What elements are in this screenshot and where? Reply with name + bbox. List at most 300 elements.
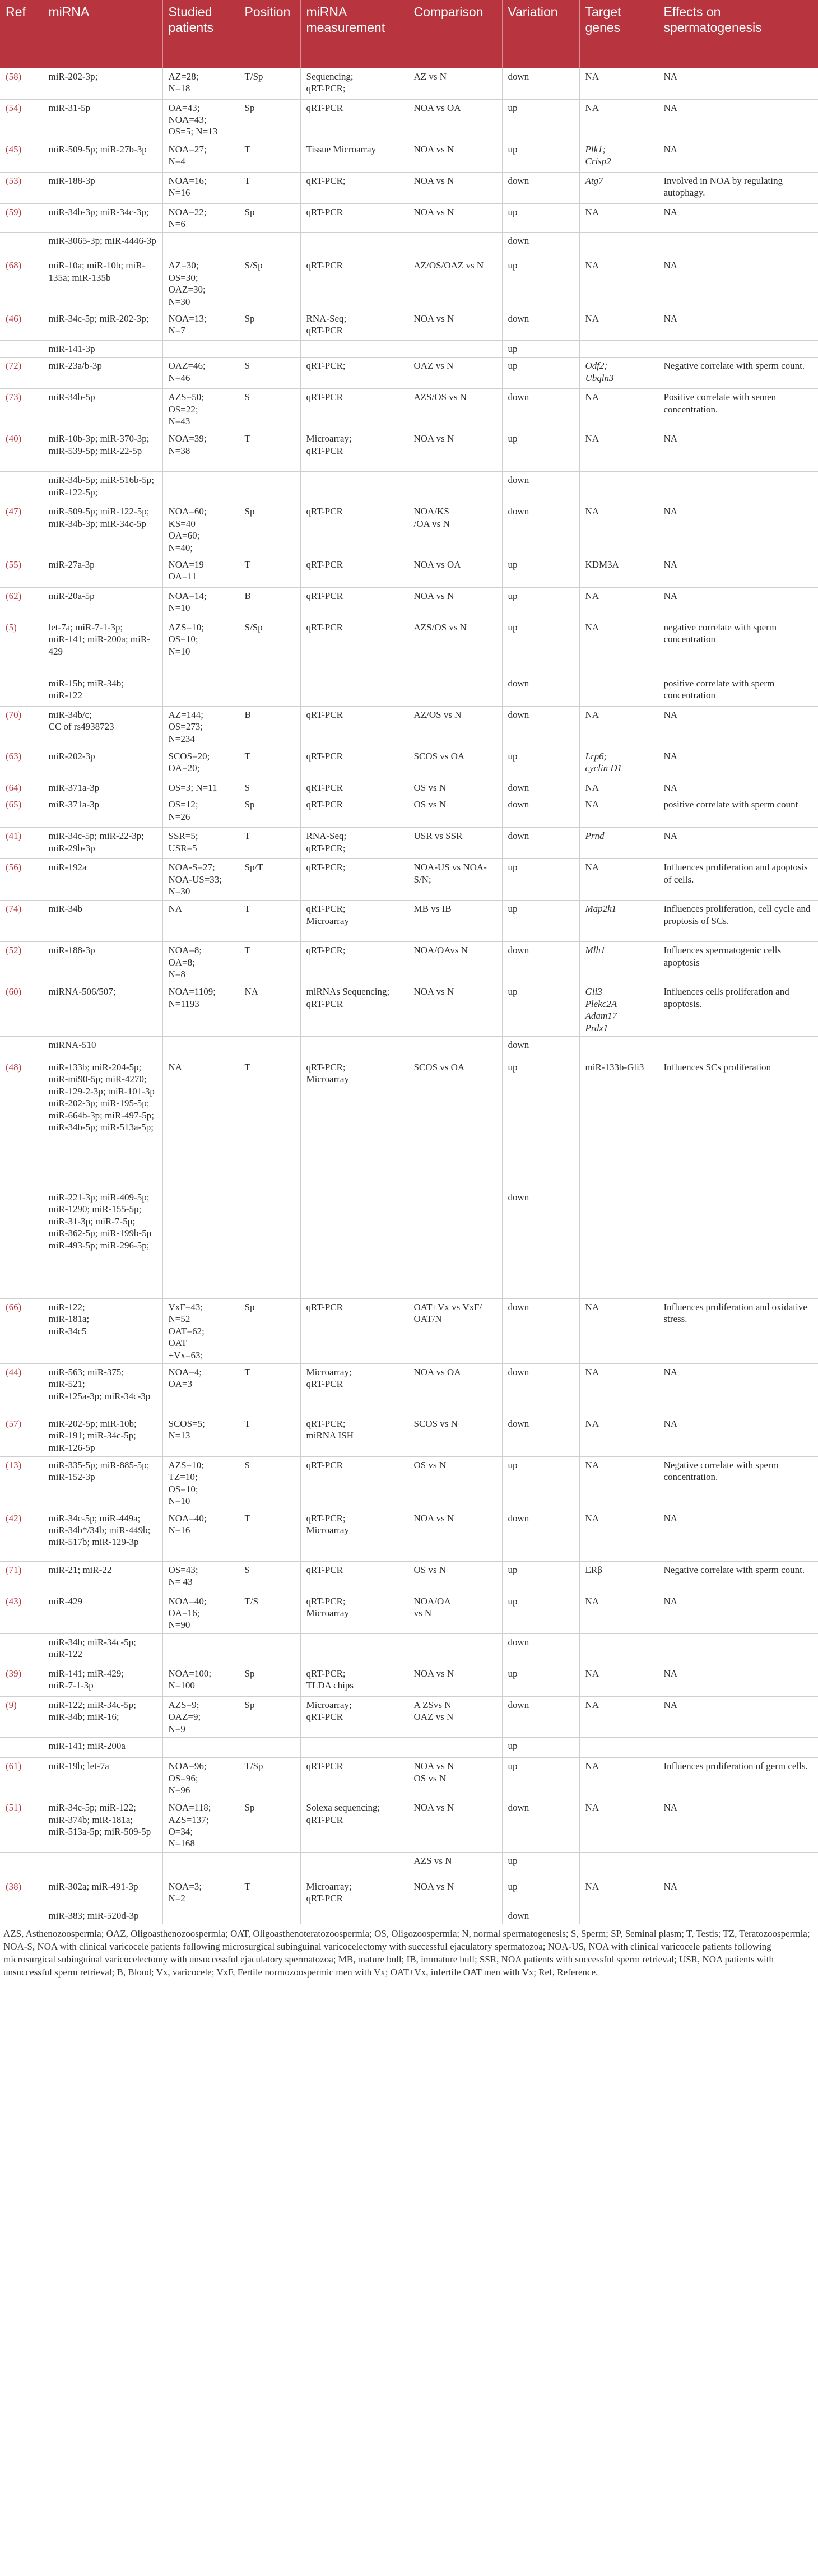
cell-mirna — [43, 619, 162, 675]
cell-targets-text: NA — [585, 1512, 599, 1524]
cell-variation-text: down — [508, 1039, 529, 1050]
cell-position — [239, 1189, 300, 1299]
cell-targets — [579, 1799, 658, 1853]
cell-ref-text: (56) — [6, 862, 22, 873]
cell-patients — [162, 1907, 239, 1924]
cell-position — [239, 203, 300, 233]
cell-patients — [162, 1878, 239, 1907]
cell-variation — [502, 141, 579, 172]
cell-patients — [162, 983, 239, 1037]
cell-measurement-text: qRT-PCR — [306, 782, 343, 793]
table-row — [0, 1059, 818, 1189]
cell-ref — [0, 1593, 43, 1633]
cell-ref-text: (39) — [6, 1668, 22, 1679]
cell-measurement — [300, 587, 408, 619]
cell-ref-text: (59) — [6, 206, 22, 217]
cell-variation — [502, 1189, 579, 1299]
cell-measurement-text: RNA-Seq; qRT-PCR — [306, 313, 347, 336]
cell-measurement — [300, 1907, 408, 1924]
cell-ref — [0, 257, 43, 310]
cell-mirna-text: miRNA-510 — [48, 1039, 96, 1050]
table-row — [0, 983, 818, 1037]
cell-targets-text: NA — [585, 1367, 599, 1378]
cell-comparison — [408, 1593, 502, 1633]
cell-effects-text: NA — [663, 260, 678, 271]
cell-targets-text: KDM3A — [585, 559, 619, 570]
cell-measurement — [300, 1633, 408, 1665]
cell-measurement — [300, 257, 408, 310]
cell-effects — [658, 1510, 818, 1561]
cell-measurement — [300, 1364, 408, 1415]
cell-variation — [502, 1852, 579, 1878]
cell-variation — [502, 828, 579, 859]
cell-comparison-text: NOA vs N — [413, 143, 454, 155]
cell-mirna — [43, 68, 162, 99]
cell-variation-text: up — [508, 343, 518, 354]
cell-variation-text: down — [508, 1302, 529, 1312]
cell-ref — [0, 1633, 43, 1665]
cell-patients — [162, 1037, 239, 1059]
cell-comparison — [408, 472, 502, 503]
cell-targets — [579, 1758, 658, 1799]
cell-measurement-text: qRT-PCR — [306, 206, 343, 217]
cell-effects — [658, 619, 818, 675]
cell-position-text: NA — [244, 986, 259, 997]
cell-position — [239, 1738, 300, 1758]
cell-patients — [162, 340, 239, 357]
cell-patients — [162, 556, 239, 587]
cell-variation-text: up — [508, 1881, 518, 1892]
cell-variation — [502, 172, 579, 203]
cell-mirna-text: miR-202-5p; miR-10b; miR-191; miR-34c-5p; miR-126-5p — [48, 1418, 137, 1453]
cell-mirna — [43, 1799, 162, 1853]
cell-variation — [502, 1299, 579, 1364]
cell-effects — [658, 1878, 818, 1907]
cell-measurement — [300, 1593, 408, 1633]
cell-targets — [579, 1037, 658, 1059]
cell-ref-text: (68) — [6, 260, 22, 271]
cell-mirna — [43, 675, 162, 706]
cell-targets — [579, 1593, 658, 1633]
header-patients: Studied patients — [162, 0, 239, 68]
cell-measurement-text: qRT-PCR; Microarray — [306, 1512, 349, 1536]
cell-ref-text: (62) — [6, 590, 22, 601]
cell-mirna-text: miR-31-5p — [48, 102, 91, 113]
cell-ref-text: (70) — [6, 709, 22, 720]
cell-patients — [162, 1415, 239, 1457]
cell-variation-text: down — [508, 506, 529, 517]
cell-comparison-text: NOA vs N — [413, 1668, 454, 1679]
cell-position — [239, 1364, 300, 1415]
cell-patients — [162, 1665, 239, 1696]
cell-ref — [0, 340, 43, 357]
cell-patients-text: AZ=144; OS=273; N=234 — [168, 709, 203, 744]
cell-measurement — [300, 1696, 408, 1737]
header-mirna: miRNA — [43, 0, 162, 68]
cell-variation-text: up — [508, 750, 518, 762]
cell-mirna — [43, 1457, 162, 1510]
cell-effects-text: NA — [663, 506, 678, 517]
cell-ref-text: (66) — [6, 1302, 22, 1312]
cell-ref — [0, 99, 43, 141]
cell-measurement-text: qRT-PCR — [306, 260, 343, 271]
cell-variation — [502, 1364, 579, 1415]
cell-effects-text: Influences proliferation and oxidative stress. — [663, 1302, 807, 1325]
cell-ref — [0, 310, 43, 340]
cell-measurement — [300, 1189, 408, 1299]
header-comparison: Comparison — [408, 0, 502, 68]
cell-position — [239, 340, 300, 357]
cell-patients-text: AZS=50; OS=22; N=43 — [168, 392, 204, 427]
table-row — [0, 556, 818, 587]
cell-patients-text: OA=43; NOA=43; OS=5; N=13 — [168, 102, 218, 137]
cell-ref — [0, 389, 43, 430]
cell-comparison-text: NOA vs N — [413, 1512, 454, 1524]
table-row — [0, 141, 818, 172]
cell-ref — [0, 556, 43, 587]
table-row — [0, 675, 818, 706]
cell-position-text: Sp — [244, 1699, 255, 1710]
cell-patients-text: AZ=30; OS=30; OAZ=30; N=30 — [168, 260, 206, 307]
cell-position — [239, 257, 300, 310]
cell-targets — [579, 1738, 658, 1758]
table-row — [0, 587, 818, 619]
cell-variation-text: up — [508, 1740, 518, 1752]
cell-mirna-text: miR-10b-3p; miR-370-3p; miR-539-5p; miR-22-5p — [48, 433, 150, 456]
cell-patients-text: NOA=39; N=38 — [168, 433, 207, 456]
cell-variation — [502, 1457, 579, 1510]
cell-effects — [658, 983, 818, 1037]
cell-effects — [658, 1457, 818, 1510]
cell-effects — [658, 1696, 818, 1737]
cell-mirna-text: miR-221-3p; miR-409-5p; miR-1290; miR-155-5p; miR-31-3p; miR-7-5p; miR-362-5p; miR-199b-5p miR-493-5p; miR-296-5p; — [48, 1192, 152, 1251]
cell-variation-text: down — [508, 1192, 529, 1203]
cell-comparison-text: SCOS vs N — [413, 1418, 458, 1429]
cell-position-text: T — [244, 1512, 250, 1524]
cell-ref — [0, 706, 43, 748]
cell-comparison-text: NOA vs N — [413, 206, 454, 217]
cell-mirna-text: miR-3065-3p; miR-4446-3p — [48, 235, 156, 247]
cell-ref — [0, 796, 43, 828]
cell-measurement — [300, 1037, 408, 1059]
cell-measurement — [300, 1561, 408, 1593]
table-row — [0, 706, 818, 748]
cell-targets-text: NA — [585, 206, 599, 217]
cell-mirna-text: miR-34c-5p; miR-22-3p; miR-29b-3p — [48, 830, 144, 853]
cell-effects — [658, 1415, 818, 1457]
cell-effects — [658, 389, 818, 430]
cell-comparison — [408, 779, 502, 796]
cell-mirna-text: miR-34c-5p; miR-449a; miR-34b*/34b; miR-449b; miR-517b; miR-129-3p — [48, 1512, 151, 1548]
cell-variation — [502, 1738, 579, 1758]
cell-mirna — [43, 1037, 162, 1059]
cell-patients — [162, 1457, 239, 1510]
cell-comparison — [408, 503, 502, 556]
cell-position — [239, 1415, 300, 1457]
cell-ref-text: (53) — [6, 175, 22, 186]
cell-mirna-text: miR-509-5p; miR-122-5p; miR-34b-3p; miR-34c-5p — [48, 506, 150, 529]
cell-variation — [502, 983, 579, 1037]
cell-variation — [502, 233, 579, 257]
cell-comparison — [408, 1799, 502, 1853]
cell-position — [239, 675, 300, 706]
cell-patients-text: VxF=43; N=52 OAT=62; OAT +Vx=63; — [168, 1302, 204, 1361]
cell-comparison-text: AZS vs N — [413, 1855, 452, 1866]
cell-position — [239, 1633, 300, 1665]
cell-effects-text: Influences proliferation, cell cycle and proptosis of SCs. — [663, 903, 811, 926]
cell-comparison-text: NOA vs OA — [413, 559, 461, 570]
cell-effects-text: Influences cells proliferation and apoptosis. — [663, 986, 789, 1009]
table-row — [0, 1633, 818, 1665]
cell-targets — [579, 233, 658, 257]
header-ref: Ref — [0, 0, 43, 68]
cell-ref — [0, 1299, 43, 1364]
cell-patients — [162, 1738, 239, 1758]
cell-measurement-text: qRT-PCR — [306, 590, 343, 601]
table-row — [0, 1878, 818, 1907]
cell-measurement — [300, 358, 408, 389]
cell-variation — [502, 472, 579, 503]
cell-effects-text: NA — [663, 559, 678, 570]
cell-effects — [658, 796, 818, 828]
cell-effects — [658, 828, 818, 859]
cell-variation-text: up — [508, 1564, 518, 1575]
cell-variation-text: up — [508, 986, 518, 997]
cell-comparison-text: OAZ vs N — [413, 360, 454, 372]
cell-ref-text: (54) — [6, 102, 22, 113]
cell-ref — [0, 983, 43, 1037]
cell-targets-text: NA — [585, 782, 599, 793]
cell-targets — [579, 1907, 658, 1924]
cell-patients-text: SCOS=5; N=13 — [168, 1418, 205, 1441]
cell-targets-text: Map2k1 — [585, 903, 617, 915]
cell-variation-text: up — [508, 1062, 518, 1073]
cell-comparison — [408, 430, 502, 472]
cell-targets — [579, 748, 658, 779]
cell-ref — [0, 203, 43, 233]
cell-mirna-text: miR-20a-5p — [48, 590, 95, 601]
cell-variation-text: down — [508, 1367, 529, 1378]
cell-mirna — [43, 748, 162, 779]
cell-targets-text: NA — [585, 590, 599, 601]
cell-position-text: T — [244, 175, 250, 186]
cell-comparison-text: MB vs IB — [413, 903, 452, 915]
cell-patients — [162, 796, 239, 828]
cell-position-text: S/Sp — [244, 621, 263, 633]
cell-position-text: T — [244, 1062, 250, 1073]
cell-ref-text: (63) — [6, 750, 22, 762]
cell-targets — [579, 828, 658, 859]
cell-comparison — [408, 1665, 502, 1696]
cell-patients-text: NOA=22; N=6 — [168, 206, 207, 229]
cell-ref-text: (9) — [6, 1699, 17, 1710]
cell-position — [239, 99, 300, 141]
cell-mirna — [43, 233, 162, 257]
cell-comparison — [408, 358, 502, 389]
cell-ref-text: (48) — [6, 1062, 22, 1073]
cell-ref-text: (44) — [6, 1367, 22, 1378]
cell-ref — [0, 1799, 43, 1853]
table-row — [0, 779, 818, 796]
cell-targets-text: ERβ — [585, 1564, 602, 1575]
cell-patients-text: NOA=27; N=4 — [168, 143, 207, 166]
cell-position-text: T — [244, 433, 250, 444]
cell-variation-text: down — [508, 782, 529, 793]
cell-position — [239, 430, 300, 472]
cell-patients-text: AZ=28; N=18 — [168, 71, 199, 94]
cell-effects — [658, 141, 818, 172]
cell-ref-text: (58) — [6, 71, 22, 82]
cell-comparison-text: NOA vs N — [413, 1881, 454, 1892]
cell-effects-text: Influences SCs proliferation — [663, 1062, 771, 1073]
cell-position — [239, 1059, 300, 1189]
cell-ref-text: (72) — [6, 360, 22, 372]
cell-patients-text: SSR=5; USR=5 — [168, 830, 198, 853]
cell-effects — [658, 779, 818, 796]
cell-comparison-text: NOA-US vs NOA-S/N; — [413, 862, 487, 885]
cell-variation-text: down — [508, 1802, 529, 1813]
header-targets: Target genes — [579, 0, 658, 68]
cell-measurement-text: qRT-PCR — [306, 1302, 343, 1312]
cell-effects-text: positive correlate with sperm count — [663, 799, 798, 810]
cell-variation-text: up — [508, 1855, 518, 1866]
cell-mirna — [43, 942, 162, 983]
cell-position-text: T — [244, 1881, 250, 1892]
cell-patients-text: NOA=4; OA=3 — [168, 1367, 202, 1390]
cell-position-text: T/Sp — [244, 71, 263, 82]
cell-effects — [658, 1665, 818, 1696]
cell-ref — [0, 1510, 43, 1561]
cell-position — [239, 1799, 300, 1853]
cell-patients — [162, 310, 239, 340]
cell-effects — [658, 99, 818, 141]
cell-ref-text: (64) — [6, 782, 22, 793]
cell-targets — [579, 1561, 658, 1593]
cell-targets-text: NA — [585, 862, 599, 873]
cell-measurement — [300, 706, 408, 748]
table-row — [0, 1037, 818, 1059]
cell-position — [239, 1593, 300, 1633]
cell-comparison — [408, 748, 502, 779]
cell-patients-text: NOA=40; N=16 — [168, 1512, 207, 1536]
cell-ref-text: (40) — [6, 433, 22, 444]
cell-position-text: B — [244, 709, 251, 720]
cell-position — [239, 748, 300, 779]
cell-comparison — [408, 1878, 502, 1907]
cell-mirna-text: miR-122; miR-34c-5p; miR-34b; miR-16; — [48, 1699, 136, 1723]
cell-measurement — [300, 1878, 408, 1907]
cell-ref-text: (57) — [6, 1418, 22, 1429]
cell-comparison-text: NOA vs N — [413, 986, 454, 997]
table-row — [0, 1561, 818, 1593]
cell-effects-text: Negative correlate with sperm count. — [663, 1564, 805, 1575]
cell-mirna — [43, 172, 162, 203]
cell-variation-text: up — [508, 360, 518, 372]
cell-variation — [502, 1415, 579, 1457]
cell-position-text: T — [244, 945, 250, 956]
cell-targets — [579, 172, 658, 203]
cell-comparison-text: OS vs N — [413, 1460, 447, 1471]
cell-mirna — [43, 503, 162, 556]
cell-patients — [162, 141, 239, 172]
table-row — [0, 1696, 818, 1737]
cell-variation — [502, 619, 579, 675]
cell-measurement — [300, 1059, 408, 1189]
cell-comparison — [408, 706, 502, 748]
cell-variation — [502, 203, 579, 233]
cell-effects — [658, 257, 818, 310]
cell-variation — [502, 1561, 579, 1593]
cell-position — [239, 1510, 300, 1561]
cell-patients — [162, 1633, 239, 1665]
cell-effects — [658, 1852, 818, 1878]
cell-patients — [162, 1364, 239, 1415]
cell-targets — [579, 1457, 658, 1510]
cell-measurement — [300, 796, 408, 828]
cell-variation — [502, 1633, 579, 1665]
cell-position-text: T — [244, 1418, 250, 1429]
cell-variation — [502, 901, 579, 942]
cell-effects-text: NA — [663, 782, 678, 793]
cell-mirna — [43, 1189, 162, 1299]
cell-comparison — [408, 141, 502, 172]
cell-ref-text: (5) — [6, 621, 17, 633]
cell-effects-text: NA — [663, 102, 678, 113]
cell-mirna — [43, 99, 162, 141]
cell-effects — [658, 203, 818, 233]
cell-variation — [502, 68, 579, 99]
table-row — [0, 340, 818, 357]
cell-measurement — [300, 1665, 408, 1696]
cell-position-text: T — [244, 830, 250, 842]
cell-measurement-text: qRT-PCR; — [306, 360, 346, 372]
cell-targets — [579, 99, 658, 141]
cell-position — [239, 503, 300, 556]
header-measurement: miRNA measurement — [300, 0, 408, 68]
cell-ref — [0, 1878, 43, 1907]
cell-ref — [0, 859, 43, 901]
cell-comparison — [408, 983, 502, 1037]
cell-patients — [162, 1189, 239, 1299]
cell-comparison-text: OS vs N — [413, 1564, 447, 1575]
cell-position — [239, 389, 300, 430]
cell-variation-text: down — [508, 1699, 529, 1710]
cell-mirna-text: miR-371a-3p — [48, 782, 100, 793]
cell-measurement-text: qRT-PCR; Microarray — [306, 1062, 349, 1085]
cell-mirna — [43, 141, 162, 172]
cell-ref-text: (52) — [6, 945, 22, 956]
cell-ref — [0, 1189, 43, 1299]
cell-targets — [579, 1878, 658, 1907]
cell-measurement — [300, 1415, 408, 1457]
cell-effects — [658, 1561, 818, 1593]
cell-variation-text: down — [508, 1910, 529, 1921]
cell-patients-text: NOA=40; OA=16; N=90 — [168, 1595, 207, 1631]
cell-position — [239, 942, 300, 983]
cell-position-text: T — [244, 750, 250, 762]
cell-variation-text: up — [508, 206, 518, 217]
cell-mirna — [43, 1415, 162, 1457]
cell-targets — [579, 1696, 658, 1737]
cell-mirna-text: miR-34c-5p; miR-122; miR-374b; miR-181a; miR-513a-5p; miR-509-5p — [48, 1802, 151, 1837]
cell-variation — [502, 1907, 579, 1924]
cell-comparison — [408, 619, 502, 675]
cell-position — [239, 859, 300, 901]
cell-position — [239, 619, 300, 675]
cell-comparison — [408, 310, 502, 340]
cell-variation — [502, 1758, 579, 1799]
cell-patients — [162, 748, 239, 779]
